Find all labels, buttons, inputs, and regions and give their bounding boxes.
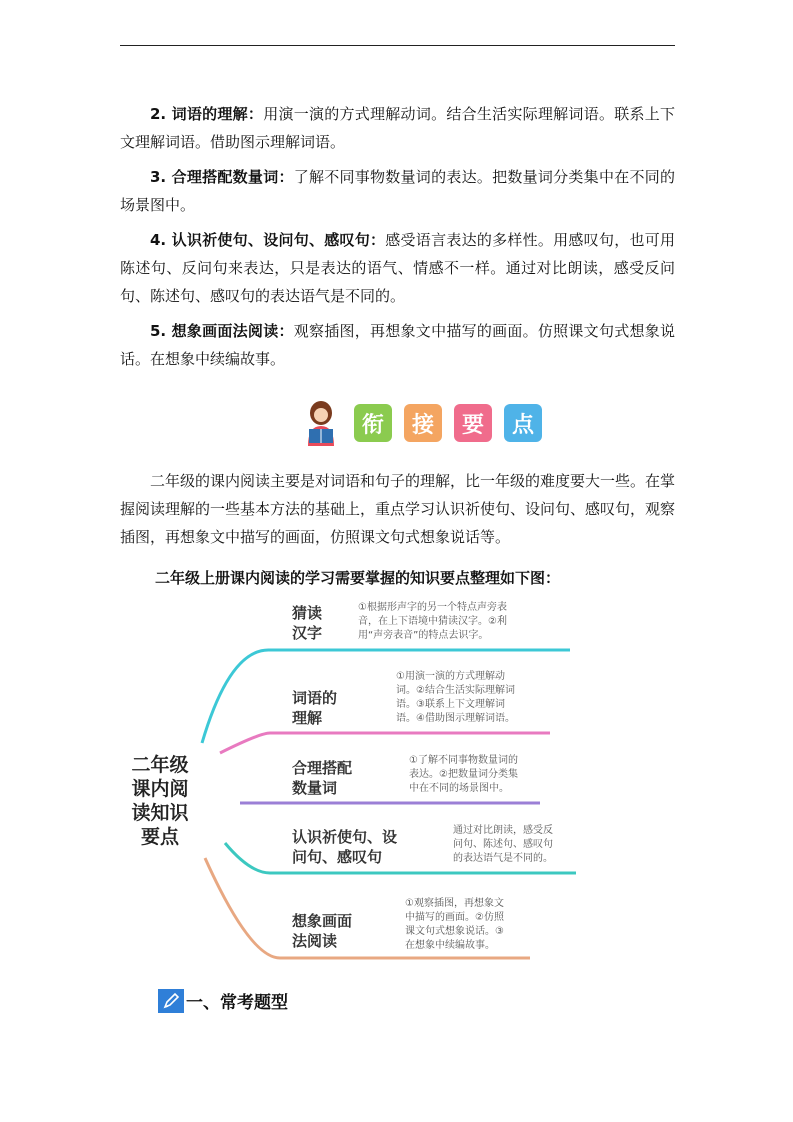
branch-label-guess-characters: 猜读 汉字 xyxy=(292,604,323,642)
branch-label-sentence-types: 认识祈使句、设 问句、感叹句 xyxy=(292,828,398,866)
banner-char-4: 点 xyxy=(504,404,542,442)
pen-icon xyxy=(158,989,184,1013)
header-rule xyxy=(120,45,675,46)
teacher-reading-icon xyxy=(300,398,342,448)
paragraph-word-understanding: 2. 词语的理解：用演一演的方式理解动词。结合生活实际理解词语。联系上下文理解词语。借助图示理解词语。 xyxy=(120,105,676,151)
branch-label-measure-words: 合理搭配 数量词 xyxy=(292,759,353,797)
mindmap-center-label: 二年级 课内阅 读知识 要点 xyxy=(131,754,189,848)
mindmap-heading: 二年级上册课内阅读的学习需要掌握的知识要点整理如下图： xyxy=(155,569,561,587)
key-points-banner xyxy=(300,398,542,448)
paragraph-measure-words: 3. 合理搭配数量词：了解不同事物数量词的表达。把数量词分类集中在不同的场景图中。 xyxy=(120,168,675,214)
paragraph-imagination-reading: 5. 想象画面法阅读：观察插图，再想象文中描写的画面。仿照课文句式想象说话。在想象中续编故事。 xyxy=(120,322,675,368)
branch-desc-imagination-reading: ①观察插图，再想象文 中描写的画面。②仿照 课文句式想象说话。③ 在想象中续编故事。 xyxy=(405,898,504,951)
knowledge-mindmap xyxy=(120,593,590,963)
banner-char-2: 接 xyxy=(404,404,442,442)
branch-desc-word-understanding: ①用演一演的方式理解动 词。②结合生活实际理解词 语。③联系上下文理解词 语。④借助图示理解词语。 xyxy=(396,671,515,724)
section-title: 一、常考题型 xyxy=(186,993,288,1013)
paragraph-sentence-types: 4. 认识祈使句、设问句、感叹句：感受语言表达的多样性。用感叹句，也可用陈述句、反问句来表达，只是表达的语气、情感不一样。通过对比朗读，感受反问句、陈述句、感叹句的表达语气是不同的。 xyxy=(120,231,675,305)
branch-desc-guess-characters: ①根据形声字的另一个特点声旁表 音，在上下语境中猜读汉字。②利 用“声旁表音”的特点去识字。 xyxy=(358,602,507,641)
branch-label-word-understanding: 词语的 理解 xyxy=(292,689,338,727)
branch-desc-sentence-types: 通过对比朗读，感受反 问句、陈述句、感叹句 的表达语气是不同的。 xyxy=(453,825,553,864)
banner-char-3: 要 xyxy=(454,404,492,442)
branch-label-imagination-reading: 想象画面 法阅读 xyxy=(292,912,353,950)
branch-desc-measure-words: ①了解不同事物数量词的 表达。②把数量词分类集 中在不同的场景图中。 xyxy=(409,755,518,794)
intro-paragraph: 二年级的课内阅读主要是对词语和句子的理解，比一年级的难度要大一些。在掌握阅读理解的一些基本方法的基础上，重点学习认识祈使句、设问句、感叹句，观察插图，再想象文中描写的画面，仿照课文句式想象说话等。 xyxy=(120,472,676,546)
banner-char-1: 衔 xyxy=(354,404,392,442)
section-heading xyxy=(158,988,288,1013)
